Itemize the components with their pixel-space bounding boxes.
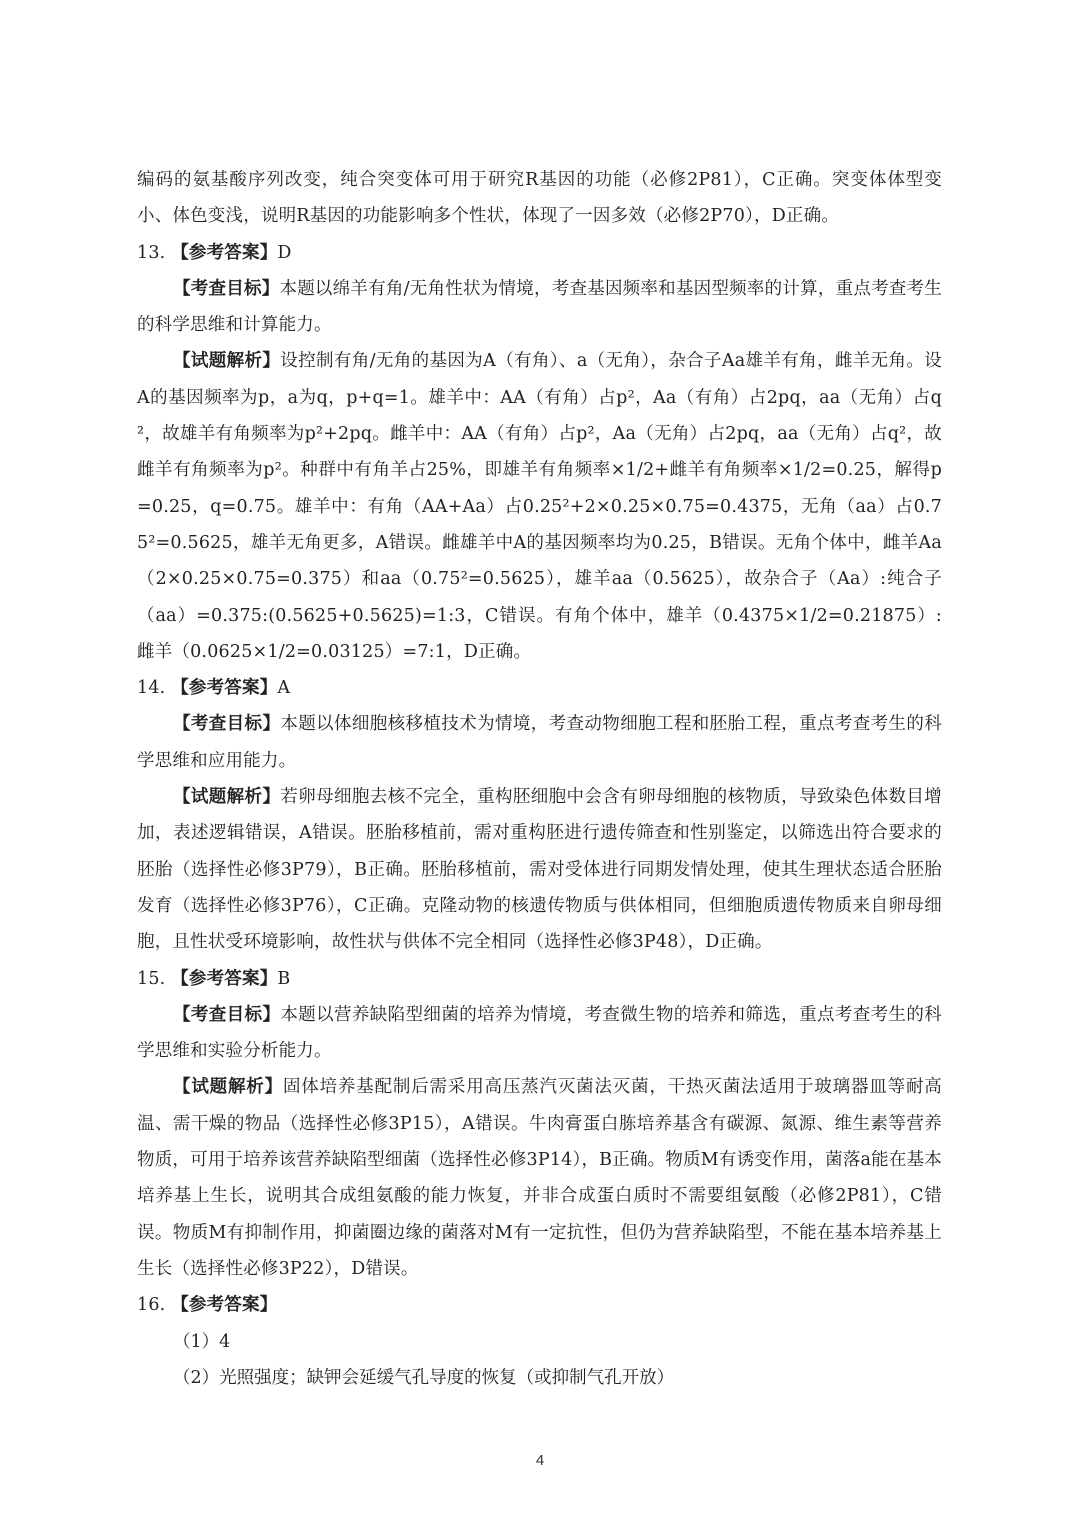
- q14-analysis: 若卵母细胞去核不完全，重构胚细胞中会含有卵母细胞的核物质，导致染色体数目增加，表述逻辑错误，A错误。胚胎移植前，需对重构胚进行遗传筛查和性别鉴定，以筛选出符合要求的胚胎（选择性必修3P79），B正确。胚胎移植前，需对受体进行同期发情处理，使其生理状态适合胚胎发育（选择性必修3P76），C正确。克隆动物的核遗传物质与供体相同，但细胞质遗传物质来自卵母细胞，且性状受环境影响，故性状与供体不完全相同（选择性必修3P48），D正确。: [137, 787, 942, 953]
- q14-answer: A: [277, 678, 291, 699]
- q13-number: 13.: [137, 242, 166, 263]
- q16-item: （2）光照强度；缺钾会延缓气孔导度的恢复（或抑制气孔开放）: [173, 1367, 675, 1388]
- q14-answer-label: 【参考答案】: [171, 678, 278, 699]
- q14-target-label: 【考查目标】: [173, 714, 281, 735]
- q15-target-paragraph: [137, 997, 942, 1070]
- q14-target: 本题以体细胞核移植技术为情境，考查动物细胞工程和胚胎工程，重点考查考生的科学思维和应用能力。: [137, 714, 942, 771]
- page-content: [137, 162, 942, 1396]
- q14-analysis-paragraph: [137, 779, 942, 960]
- q13-answer-line: [137, 235, 942, 271]
- q16-answer-line: [137, 1287, 942, 1323]
- q15-analysis: 固体培养基配制后需采用高压蒸汽灭菌法灭菌，干热灭菌法适用于玻璃器皿等耐高温、需干燥的物品（选择性必修3P15），A错误。牛肉膏蛋白胨培养基含有碳源、氮源、维生素等营养物质，可用于培养该营养缺陷型细菌（选择性必修3P14），B正确。物质M有诱变作用，菌落a能在基本培养基上生长，说明其合成组氨酸的能力恢复，并非合成蛋白质时不需要组氨酸（必修2P81），C错误。物质M有抑制作用，抑菌圈边缘的菌落对M有一定抗性，但仍为营养缺陷型，不能在基本培养基上生长（选择性必修3P22），D错误。: [137, 1077, 942, 1279]
- q15-answer-line: [137, 961, 942, 997]
- page-number: 4: [535, 1452, 545, 1469]
- q13-answer-label: 【参考答案】: [171, 242, 278, 263]
- q14-analysis-label: 【试题解析】: [173, 787, 281, 808]
- q13-target-label: 【考查目标】: [173, 278, 280, 299]
- q13-analysis-label: 【试题解析】: [173, 351, 281, 372]
- intro-paragraph: 编码的氨基酸序列改变，纯合突变体可用于研究R基因的功能（必修2P81），C正确。突变体体型变小、体色变浅，说明R基因的功能影响多个性状，体现了一因多效（必修2P70），D正确。: [137, 170, 942, 227]
- q14-number: 14.: [137, 678, 166, 699]
- q16-answer-label: 【参考答案】: [171, 1295, 278, 1316]
- q13-answer: D: [277, 242, 292, 263]
- q15-analysis-label: 【试题解析】: [173, 1077, 283, 1098]
- q15-answer-label: 【参考答案】: [171, 968, 278, 989]
- q13-analysis-paragraph: [137, 343, 942, 670]
- q15-number: 15.: [137, 968, 166, 989]
- q13-analysis: 设控制有角/无角的基因为A（有角）、a（无角），杂合子Aa雄羊有角，雌羊无角。设A的基因频率为p，a为q，p+q=1。雄羊中：AA（有角）占p²，Aa（有角）占2pq，aa（无角）占q²，故雄羊有角频率为p²+2pq。雌羊中：AA（有角）占p²，Aa（无角）占2pq，aa（无角）占q²，故雌羊有角频率为p²。种群中有角羊占25%，即雄羊有角频率×1/2+雌羊有角频率×1/2=0.25，解得p=0.25，q=0.75。雄羊中：有角（AA+Aa）占0.25²+2×0.25×0.75=0.4375，无角（aa）占0.75²=0.5625，雄羊无角更多，A错误。雌雄羊中A的基因频率均为0.25，B错误。无角个体中，雌羊Aa（2×0.25×0.75=0.375）和aa（0.75²=0.5625），雄羊aa（0.5625），故杂合子（Aa）:纯合子（aa）=0.375:(0.5625+0.5625)=1:3，C错误。有角个体中，雄羊（0.4375×1/2=0.21875）:雌羊（0.0625×1/2=0.03125）=7:1，D正确。: [137, 351, 942, 662]
- q15-target-label: 【考查目标】: [173, 1004, 281, 1025]
- q14-target-paragraph: [137, 706, 942, 779]
- q15-answer: B: [277, 968, 291, 989]
- q16-item: （1）4: [173, 1331, 231, 1352]
- q15-target: 本题以营养缺陷型细菌的培养为情境，考查微生物的培养和筛选，重点考查考生的科学思维和实验分析能力。: [137, 1004, 942, 1062]
- q13-target-paragraph: [137, 271, 942, 344]
- q15-analysis-paragraph: [137, 1069, 942, 1287]
- q14-answer-line: [137, 670, 942, 706]
- q13-target: 本题以绵羊有角/无角性状为情境，考查基因频率和基因型频率的计算，重点考查考生的科学思维和计算能力。: [137, 278, 942, 336]
- q16-number: 16.: [137, 1295, 166, 1316]
